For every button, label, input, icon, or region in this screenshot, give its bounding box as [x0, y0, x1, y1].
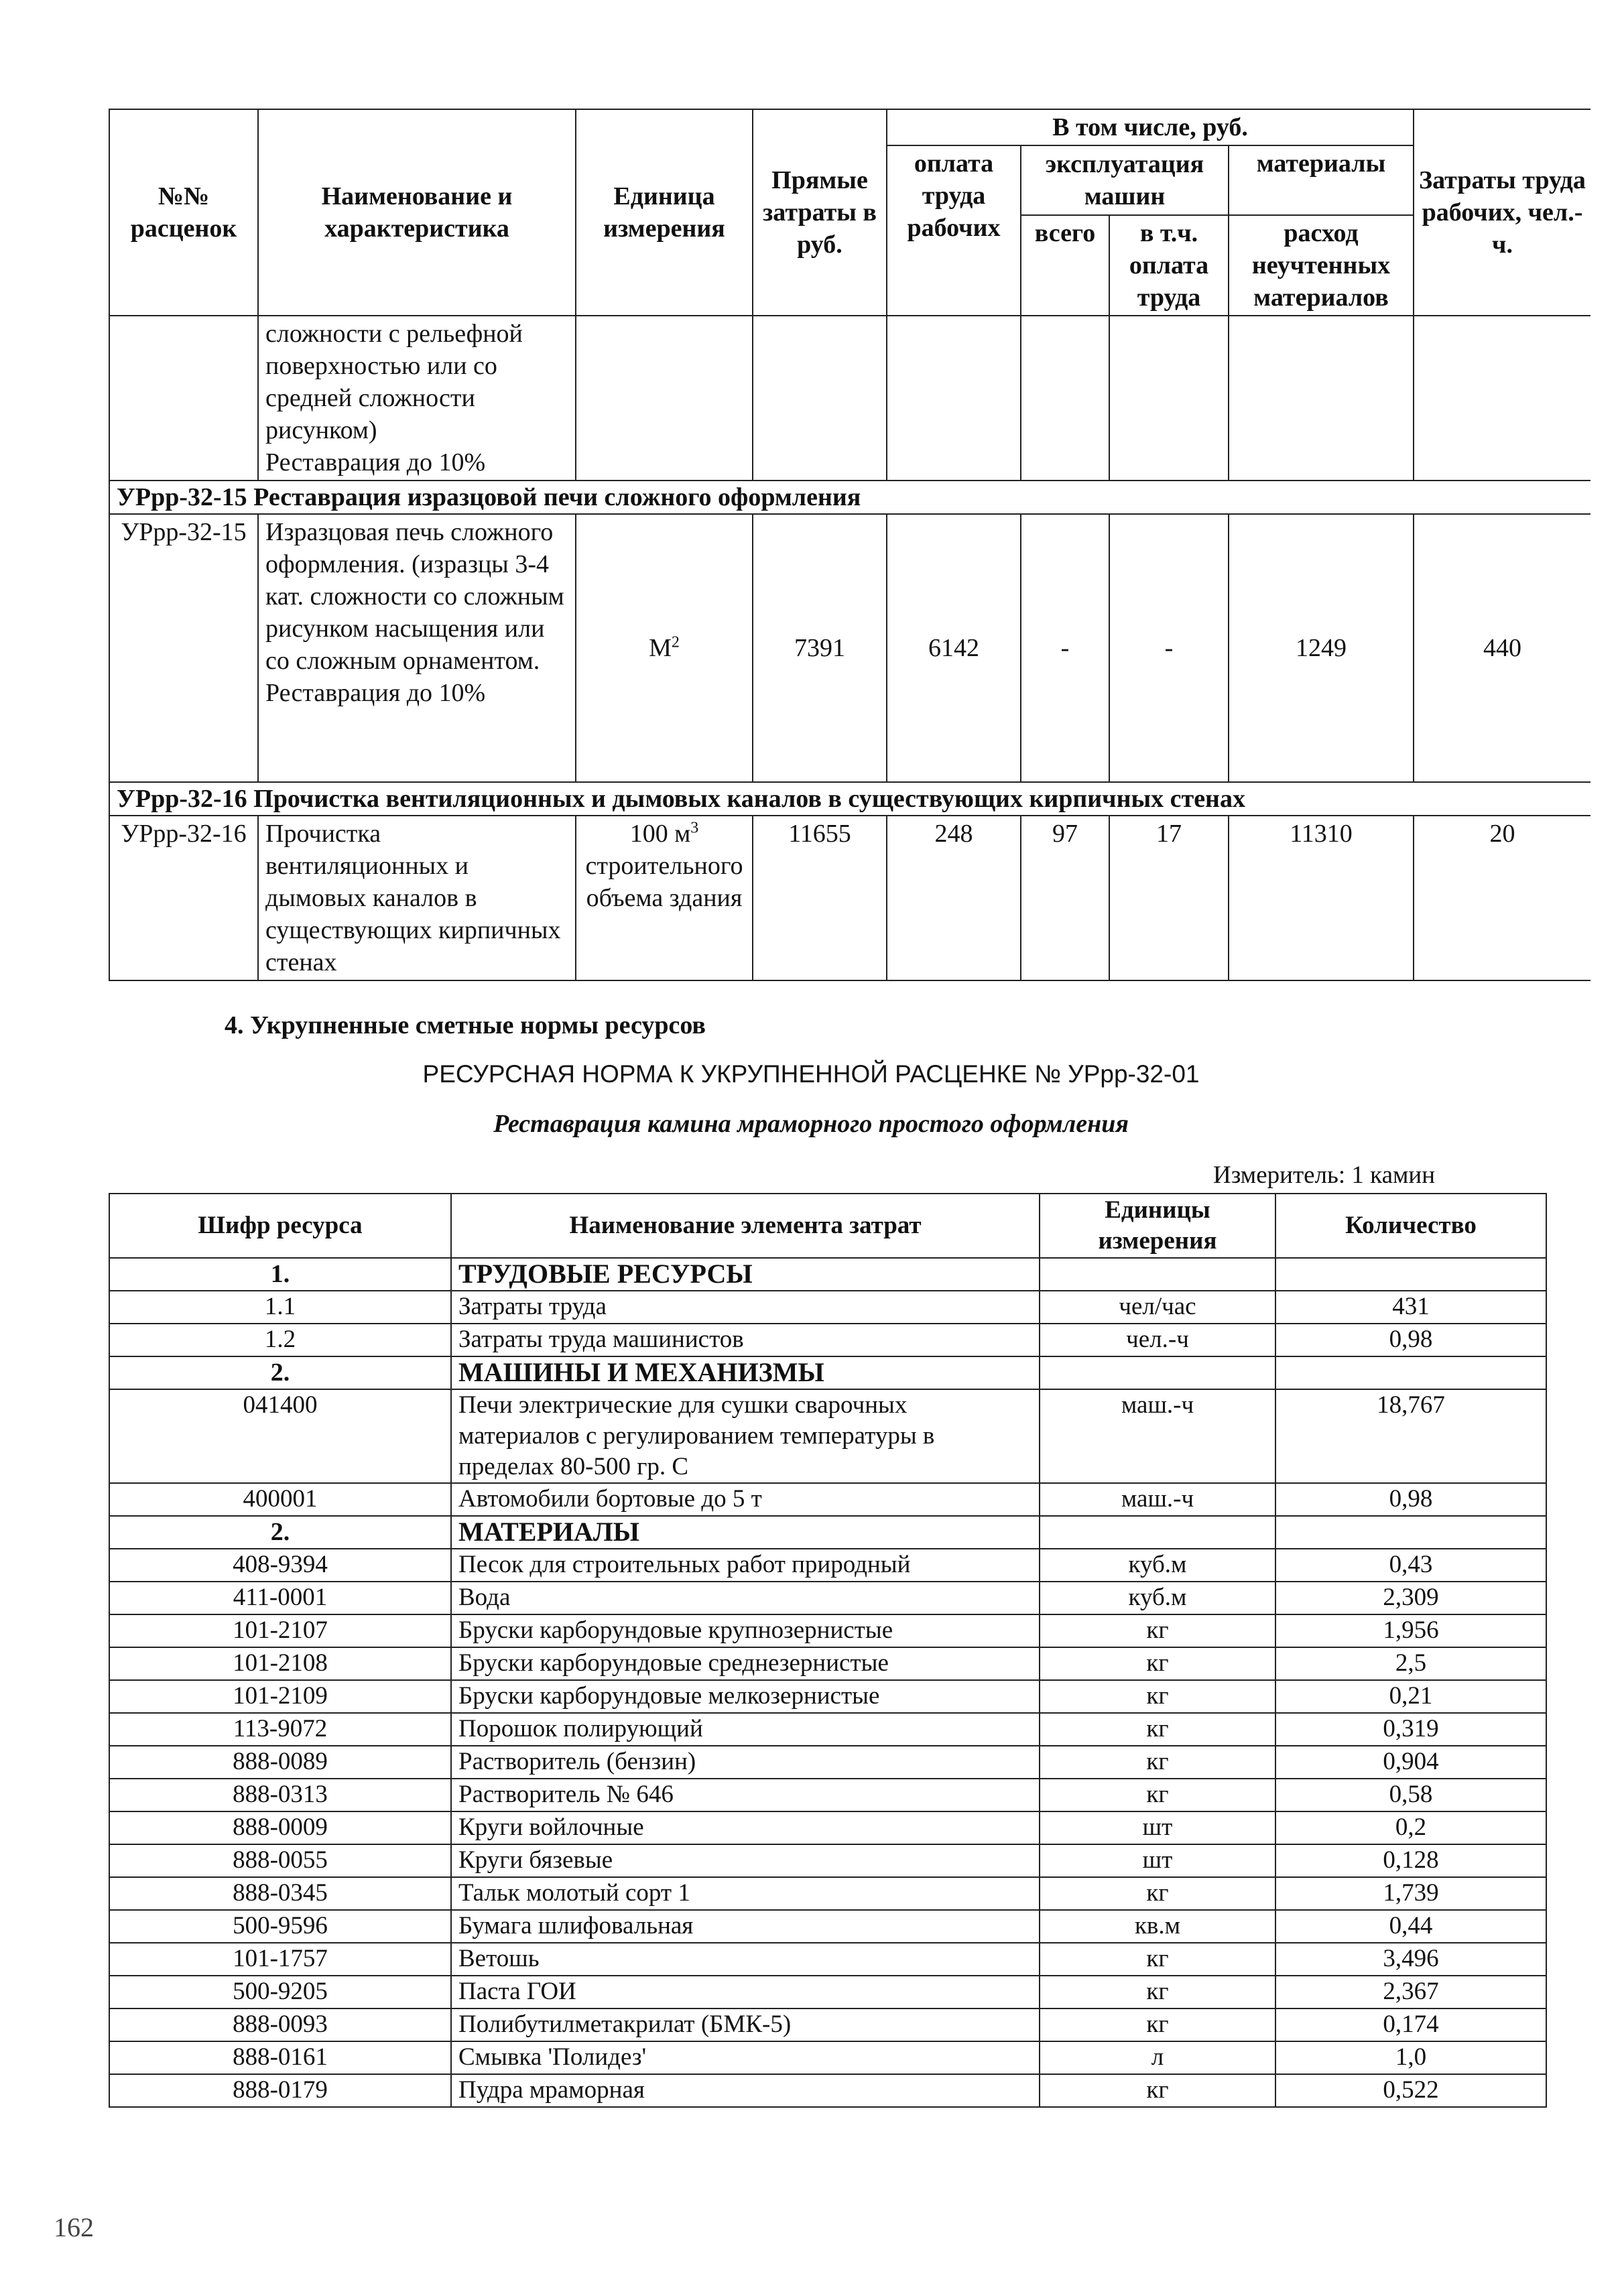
resource-qty: 1,739 [1275, 1877, 1546, 1910]
header-name: Наименование и характеристика [258, 109, 576, 316]
rates-table [109, 109, 1590, 981]
header-qty: Количество [1275, 1194, 1546, 1258]
resource-qty: 2,309 [1275, 1582, 1546, 1614]
resource-unit [1040, 1516, 1275, 1549]
rate-wages: 6142 [887, 514, 1021, 782]
table-row [109, 1779, 1546, 1811]
resource-unit [1040, 1258, 1275, 1291]
rate-materials: 11310 [1229, 816, 1414, 980]
table-row [109, 1549, 1546, 1582]
resource-qty: 0,904 [1275, 1746, 1546, 1779]
rate-mach-total: 97 [1021, 816, 1109, 980]
rate-code: УРрр-32-15 [109, 514, 258, 782]
resource-unit: кг [1040, 1746, 1275, 1779]
resource-qty: 1,0 [1275, 2041, 1546, 2074]
resource-name: ТРУДОВЫЕ РЕСУРСЫ [451, 1258, 1040, 1291]
resource-code: 888-0093 [109, 2008, 451, 2041]
resource-unit: кг [1040, 1877, 1275, 1910]
table-row [109, 1713, 1546, 1746]
resource-unit: куб.м [1040, 1582, 1275, 1614]
table-row [109, 1746, 1546, 1779]
resource-name: Бруски карборундовые среднезернистые [451, 1647, 1040, 1680]
resource-name: Бруски карборундовые крупнозернистые [451, 1614, 1040, 1647]
resource-name: Круги войлочные [451, 1811, 1040, 1844]
resource-name: Тальк молотый сорт 1 [451, 1877, 1040, 1910]
resource-unit: кг [1040, 1647, 1275, 1680]
resource-name: Смывка 'Полидез' [451, 2041, 1040, 2074]
resource-code: 400001 [109, 1483, 451, 1516]
category-row [109, 1258, 1546, 1291]
resource-qty: 0,98 [1275, 1324, 1546, 1356]
rate-unit: 100 $м^3$ строительного объема здания [576, 816, 753, 980]
resource-qty [1275, 1356, 1546, 1389]
header-code: Шифр ресурса [109, 1194, 451, 1258]
resource-unit: кг [1040, 1713, 1275, 1746]
table-row [109, 1647, 1546, 1680]
resource-unit: шт [1040, 1844, 1275, 1877]
resource-code: 408-9394 [109, 1549, 451, 1582]
rate-name: Изразцовая печь сложного оформления. (изразцы 3-4 кат. сложности со сложным рисунком насыщения или со сложным орнаментом. Реставрация до 10% [258, 514, 576, 782]
header-incl: В том числе, руб. [887, 109, 1414, 145]
group-title-row [109, 782, 1590, 816]
rate-direct: 11655 [753, 816, 887, 980]
resource-qty: 3,496 [1275, 1943, 1546, 1976]
resource-table [109, 1193, 1547, 2108]
header-mach-wages: в т.ч. оплата труда [1109, 215, 1229, 316]
table-row [109, 1483, 1546, 1516]
resource-qty: 0,98 [1275, 1483, 1546, 1516]
resource-name: Затраты труда машинистов [451, 1324, 1040, 1356]
page-number: 162 [54, 2212, 94, 2242]
resource-qty: 0,21 [1275, 1680, 1546, 1713]
resource-code: 888-0313 [109, 1779, 451, 1811]
resource-qty: 1,956 [1275, 1614, 1546, 1647]
resource-unit: чел.-ч [1040, 1324, 1275, 1356]
resource-unit: кг [1040, 1680, 1275, 1713]
table-row [109, 2008, 1546, 2041]
resource-code: 888-0055 [109, 1844, 451, 1877]
table-row [109, 1811, 1546, 1844]
header-mat-unaccounted: расход неучтенных материалов [1229, 215, 1414, 316]
table-row [109, 1291, 1546, 1324]
resource-name: Печи электрические для сушки сварочных материалов с регулированием температуры в пределах 80-500 гр. С [451, 1389, 1040, 1483]
resource-name: Вода [451, 1582, 1040, 1614]
header-materials: материалы [1229, 145, 1414, 215]
resource-code: 2. [109, 1356, 451, 1389]
resource-table-body [109, 1258, 1546, 2107]
rate-mach-total: - [1021, 514, 1109, 782]
group-title: УРрр-32-16 Прочистка вентиляционных и дымовых каналов в существующих кирпичных стенах [109, 782, 1590, 816]
resource-code: 888-0179 [109, 2074, 451, 2107]
table-row [109, 2041, 1546, 2074]
group-title-row [109, 481, 1590, 514]
resource-qty [1275, 1516, 1546, 1549]
resource-unit: кг [1040, 2074, 1275, 2107]
resource-code: 101-1757 [109, 1943, 451, 1976]
header-labor: Затраты труда рабочих, чел.-ч. [1414, 109, 1590, 316]
rate-name: Прочистка вентиляционных и дымовых каналов в существующих кирпичных стенах [258, 816, 576, 980]
resource-unit: маш.-ч [1040, 1389, 1275, 1483]
resource-unit: кг [1040, 2008, 1275, 2041]
resource-unit: кг [1040, 1943, 1275, 1976]
resource-qty: 0,319 [1275, 1713, 1546, 1746]
header-mach-total: всего [1021, 215, 1109, 316]
resource-name: Бумага шлифовальная [451, 1910, 1040, 1943]
resource-unit: маш.-ч [1040, 1483, 1275, 1516]
resource-unit: куб.м [1040, 1549, 1275, 1582]
resource-name: Ветошь [451, 1943, 1040, 1976]
resource-code: 888-0345 [109, 1877, 451, 1910]
resource-name: Растворитель (бензин) [451, 1746, 1040, 1779]
rate-unit: $М^2$ [576, 514, 753, 782]
norm-subtitle: Реставрация камина мраморного простого оформления [493, 1110, 1129, 1138]
resource-name: Круги бязевые [451, 1844, 1040, 1877]
table-row [109, 1943, 1546, 1976]
table-row [109, 1844, 1546, 1877]
rate-mach-wages: - [1109, 514, 1229, 782]
continuation-text: сложности с рельефной поверхностью или со средней сложности рисунком) Реставрация до 10% [258, 316, 576, 481]
resource-code: 101-2108 [109, 1647, 451, 1680]
table-row [109, 1976, 1546, 2008]
header-num: №№ расценок [109, 109, 258, 316]
resource-unit [1040, 1356, 1275, 1389]
table-row [109, 1910, 1546, 1943]
header-unit: Единица измерения [576, 109, 753, 316]
resource-unit: л [1040, 2041, 1275, 2074]
section-heading: 4. Укрупненные сметные нормы ресурсов [225, 1011, 706, 1039]
group-title: УРрр-32-15 Реставрация изразцовой печи сложного оформления [109, 481, 1590, 514]
table-row [109, 1582, 1546, 1614]
resource-code: 041400 [109, 1389, 451, 1483]
rate-materials: 1249 [1229, 514, 1414, 782]
meter-label: Измеритель: 1 камин [1213, 1161, 1436, 1189]
header-name: Наименование элемента затрат [451, 1194, 1040, 1258]
resource-qty [1275, 1258, 1546, 1291]
resource-name: МАТЕРИАЛЫ [451, 1516, 1040, 1549]
resource-qty: 2,367 [1275, 1976, 1546, 2008]
resource-name: Автомобили бортовые до 5 т [451, 1483, 1040, 1516]
resource-qty: 0,522 [1275, 2074, 1546, 2107]
table-row [109, 1614, 1546, 1647]
table-row [109, 2074, 1546, 2107]
table-row [109, 1324, 1546, 1356]
resource-qty: 0,43 [1275, 1549, 1546, 1582]
resource-unit: кг [1040, 1976, 1275, 2008]
resource-name: Песок для строительных работ природный [451, 1549, 1040, 1582]
resource-code: 1.1 [109, 1291, 451, 1324]
resource-name: МАШИНЫ И МЕХАНИЗМЫ [451, 1356, 1040, 1389]
table-row [109, 1389, 1546, 1483]
continuation-row [109, 316, 1590, 481]
resource-code: 500-9205 [109, 1976, 451, 2008]
table-row [109, 816, 1590, 980]
table-row [109, 514, 1590, 782]
resource-code: 101-2109 [109, 1680, 451, 1713]
resource-unit: кг [1040, 1614, 1275, 1647]
resource-name: Бруски карборундовые мелкозернистые [451, 1680, 1040, 1713]
category-row [109, 1356, 1546, 1389]
rate-mach-wages: 17 [1109, 816, 1229, 980]
resource-name: Затраты труда [451, 1291, 1040, 1324]
rate-labor: 440 [1414, 514, 1590, 782]
resource-code: 888-0161 [109, 2041, 451, 2074]
rate-labor: 20 [1414, 816, 1590, 980]
rate-code: УРрр-32-16 [109, 816, 258, 980]
resource-name: Полибутилметакрилат (БМК-5) [451, 2008, 1040, 2041]
resource-unit: кв.м [1040, 1910, 1275, 1943]
table-row [109, 1680, 1546, 1713]
resource-code: 888-0089 [109, 1746, 451, 1779]
resource-code: 101-2107 [109, 1614, 451, 1647]
header-machines: эксплуатация машин [1021, 145, 1229, 215]
resource-code: 2. [109, 1516, 451, 1549]
resource-qty: 0,128 [1275, 1844, 1546, 1877]
resource-code: 113-9072 [109, 1713, 451, 1746]
resource-name: Пудра мраморная [451, 2074, 1040, 2107]
header-direct: Прямые затраты в руб. [753, 109, 887, 316]
resource-qty: 18,767 [1275, 1389, 1546, 1483]
resource-qty: 431 [1275, 1291, 1546, 1324]
resource-qty: 0,58 [1275, 1779, 1546, 1811]
resource-qty: 2,5 [1275, 1647, 1546, 1680]
rate-direct: 7391 [753, 514, 887, 782]
header-wages: оплата труда рабочих [887, 145, 1021, 316]
header-unit: Единицы измерения [1040, 1194, 1275, 1258]
resource-code: 500-9596 [109, 1910, 451, 1943]
norm-heading: РЕСУРСНАЯ НОРМА К УКРУПНЕННОЙ РАСЦЕНКЕ № УРрр-32-01 [422, 1060, 1200, 1088]
resource-qty: 0,2 [1275, 1811, 1546, 1844]
resource-code: 1. [109, 1258, 451, 1291]
resource-name: Паста ГОИ [451, 1976, 1040, 2008]
rate-wages: 248 [887, 816, 1021, 980]
resource-unit: шт [1040, 1811, 1275, 1844]
resource-name: Порошок полирующий [451, 1713, 1040, 1746]
resource-unit: кг [1040, 1779, 1275, 1811]
resource-code: 888-0009 [109, 1811, 451, 1844]
category-row [109, 1516, 1546, 1549]
resource-qty: 0,44 [1275, 1910, 1546, 1943]
table-row [109, 1877, 1546, 1910]
resource-qty: 0,174 [1275, 2008, 1546, 2041]
resource-code: 1.2 [109, 1324, 451, 1356]
resource-unit: чел/час [1040, 1291, 1275, 1324]
resource-name: Растворитель № 646 [451, 1779, 1040, 1811]
resource-code: 411-0001 [109, 1582, 451, 1614]
